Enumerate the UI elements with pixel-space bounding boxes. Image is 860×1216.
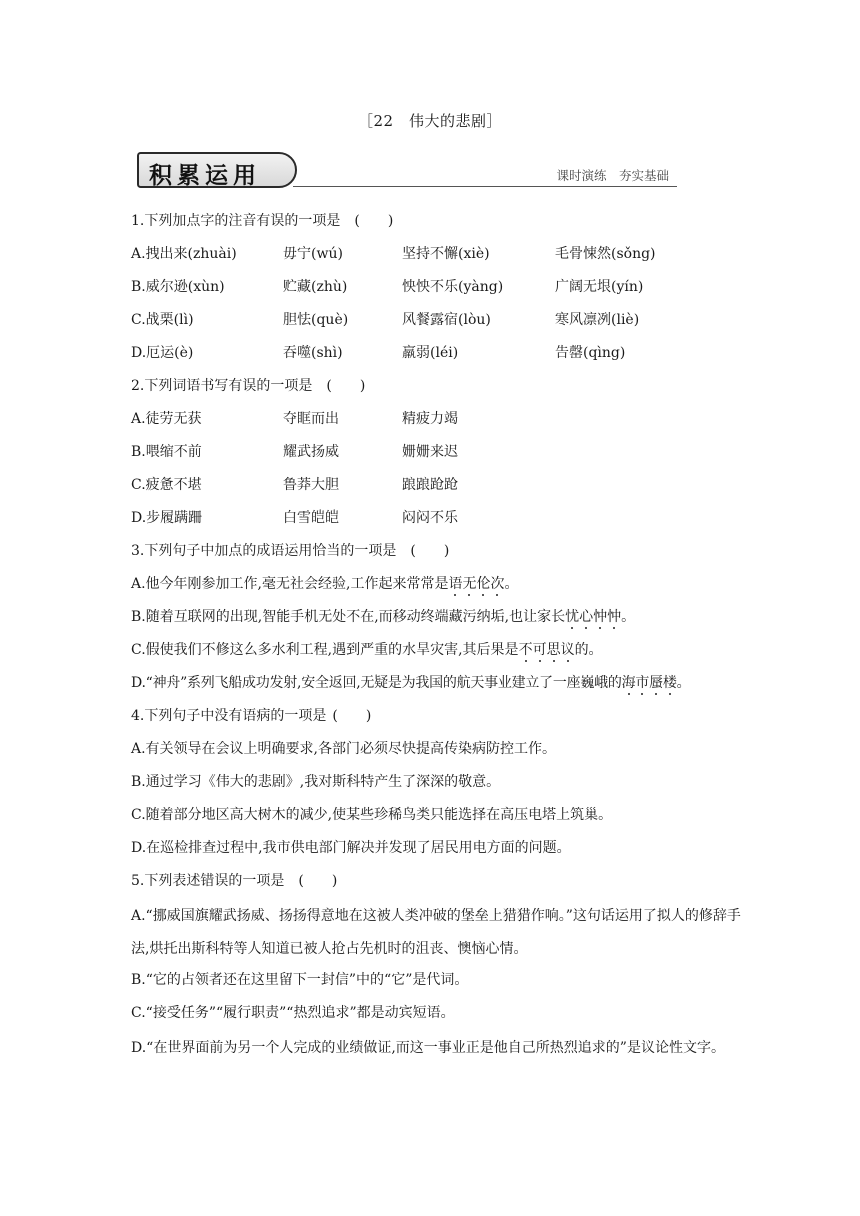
dotted-char: 忡 <box>607 609 622 625</box>
option-item: 姗姗来迟 <box>402 444 458 460</box>
option-item: 精疲力竭 <box>402 411 458 427</box>
dotted-char: 无 <box>462 576 477 592</box>
option-item: 广阔无垠(yín) <box>555 279 644 295</box>
option-item: 鲁莽大胆 <box>283 477 339 493</box>
page-title: ［22 伟大的悲剧］ <box>357 112 503 130</box>
option-text: C.假使我们不修这么多水利工程,遇到严重的水旱灾害,其后果是 <box>131 642 519 658</box>
dotted-char: 海 <box>621 675 636 691</box>
dotted-char: 不 <box>518 642 533 658</box>
option-text: A.他今年刚参加工作,毫无社会经验,工作起来常常是 <box>131 576 449 592</box>
question-text: 2.下列词语书写有误的一项是 <box>131 378 313 394</box>
question-4-stem <box>131 702 751 735</box>
question-text: 1.下列加点字的注音有误的一项是 <box>131 213 341 229</box>
option-item: D.厄运(è) <box>131 345 194 361</box>
question-3-option-a <box>131 570 751 603</box>
question-2-option-b <box>131 438 751 471</box>
dotted-char: 伦 <box>476 576 491 592</box>
question-3-stem <box>131 537 751 570</box>
dotted-char: 蜃 <box>649 675 663 691</box>
option-text-end: 。 <box>504 576 519 592</box>
option-item: A.拽出来(zhuài) <box>131 246 237 262</box>
dotted-char: 可 <box>532 642 547 658</box>
dotted-idiom <box>622 675 677 691</box>
question-3-option-d <box>131 669 751 702</box>
banner-divider <box>293 186 677 187</box>
dotted-char: 次 <box>490 576 505 592</box>
option-item: 坚持不懈(xiè) <box>402 246 490 262</box>
answer-blank: ( ) <box>332 708 372 724</box>
question-text: 5.下列表述错误的一项是 <box>131 873 285 889</box>
question-1-option-c <box>131 306 751 339</box>
option-text: D.“神舟”系列飞船成功发射,安全返回,无疑是为我国的航天事业建立了一座巍峨的 <box>131 675 622 691</box>
question-1-option-d <box>131 339 751 372</box>
question-2-option-c <box>131 471 751 504</box>
question-2-option-d <box>131 504 751 537</box>
option-item: 夺眶而出 <box>283 411 339 427</box>
option-item: C.战栗(lì) <box>131 312 194 328</box>
question-5-option-d: D.“在世界面前为另一个人完成的业绩做证,而这一事业正是他自己所热烈追求的”是议论性文字。 <box>131 1040 725 1056</box>
answer-blank: ( ) <box>410 543 450 559</box>
exercise-content <box>131 207 751 1065</box>
dotted-char: 议 <box>560 642 575 658</box>
dotted-char: 心 <box>579 609 594 625</box>
option-text-end: 。 <box>621 609 636 625</box>
question-2-stem <box>131 372 751 405</box>
dotted-char: 楼 <box>662 675 677 691</box>
question-4-option-d: D.在巡检排查过程中,我市供电部门解决并发现了居民用电方面的问题。 <box>131 840 571 856</box>
option-item: 闷闷不乐 <box>402 510 458 526</box>
option-item: B.威尔逊(xùn) <box>131 279 225 295</box>
banner-tab <box>137 152 297 188</box>
question-4-option-c: C.随着部分地区高大树木的减少,使某些珍稀鸟类只能选择在高压电塔上筑巢。 <box>131 807 613 823</box>
dotted-char: 语 <box>448 576 463 592</box>
option-item: 耀武扬威 <box>283 444 339 460</box>
option-item: 寒风凛冽(liè) <box>555 312 640 328</box>
option-item: 毛骨悚然(sǒng) <box>555 246 656 262</box>
dotted-char: 忧 <box>565 609 580 625</box>
option-text: B.随着互联网的出现,智能手机无处不在,而移动终端藏污纳垢,也让家长 <box>131 609 566 625</box>
section-banner <box>137 150 677 192</box>
option-item: D.步履蹒跚 <box>131 510 203 526</box>
question-5-option-c: C.“接受任务”“履行职责”“热烈追求”都是动宾短语。 <box>131 1005 455 1021</box>
question-1-stem <box>131 207 751 240</box>
option-item: 吞噬(shì) <box>283 345 343 361</box>
question-3-option-b <box>131 603 751 636</box>
option-text-end: 。 <box>676 675 691 691</box>
dotted-char: 市 <box>635 675 650 691</box>
answer-blank: ( ) <box>354 213 394 229</box>
option-item: 羸弱(léi) <box>402 345 459 361</box>
option-item: 毋宁(wú) <box>283 246 343 262</box>
dotted-idiom <box>448 576 504 592</box>
banner-subtitle: 课时演练 夯实基础 <box>556 168 669 183</box>
option-item: C.疲惫不堪 <box>131 477 202 493</box>
question-1-option-b <box>131 273 751 306</box>
option-item: A.徒劳无获 <box>131 411 202 427</box>
option-item: B.喂缩不前 <box>131 444 202 460</box>
option-item: 贮藏(zhù) <box>283 279 348 295</box>
option-item: 踉踉跄跄 <box>402 477 458 493</box>
question-2-option-a <box>131 405 751 438</box>
question-1-option-a <box>131 240 751 273</box>
option-text-end: 的。 <box>574 642 603 658</box>
option-item: 胆怯(què) <box>283 312 349 328</box>
question-5-option-a: A.“挪威国旗耀武扬威、扬扬得意地在这被人类冲破的堡垒上猎猎作响。”这句话运用了拟人的修辞手法,烘托出斯科特等人知道已被人抢占先机时的沮丧、懊恼心情。 <box>131 908 741 957</box>
option-item: 告罄(qìng) <box>555 345 626 361</box>
option-item: 怏怏不乐(yàng) <box>402 279 504 295</box>
dotted-char: 忡 <box>593 609 608 625</box>
question-3-option-c <box>131 636 751 669</box>
dotted-idiom <box>519 642 575 658</box>
answer-blank: ( ) <box>298 873 338 889</box>
dotted-idiom <box>565 609 621 625</box>
question-5-stem <box>131 867 751 900</box>
question-5-option-b: B.“它的占领者还在这里留下一封信”中的“它”是代词。 <box>131 972 469 988</box>
answer-blank: ( ) <box>326 378 366 394</box>
question-text: 4.下列句子中没有语病的一项是 <box>131 708 327 724</box>
question-4-option-b: B.通过学习《伟大的悲剧》,我对斯科特产生了深深的敬意。 <box>131 774 501 790</box>
option-item: 白雪皑皑 <box>283 510 339 526</box>
option-item: 风餐露宿(lòu) <box>402 312 491 328</box>
dotted-char: 思 <box>546 642 561 658</box>
question-4-option-a: A.有关领导在会议上明确要求,各部门必须尽快提高传染病防控工作。 <box>131 741 557 757</box>
banner-label: 积累运用 <box>149 163 261 189</box>
question-text: 3.下列句子中加点的成语运用恰当的一项是 <box>131 543 397 559</box>
